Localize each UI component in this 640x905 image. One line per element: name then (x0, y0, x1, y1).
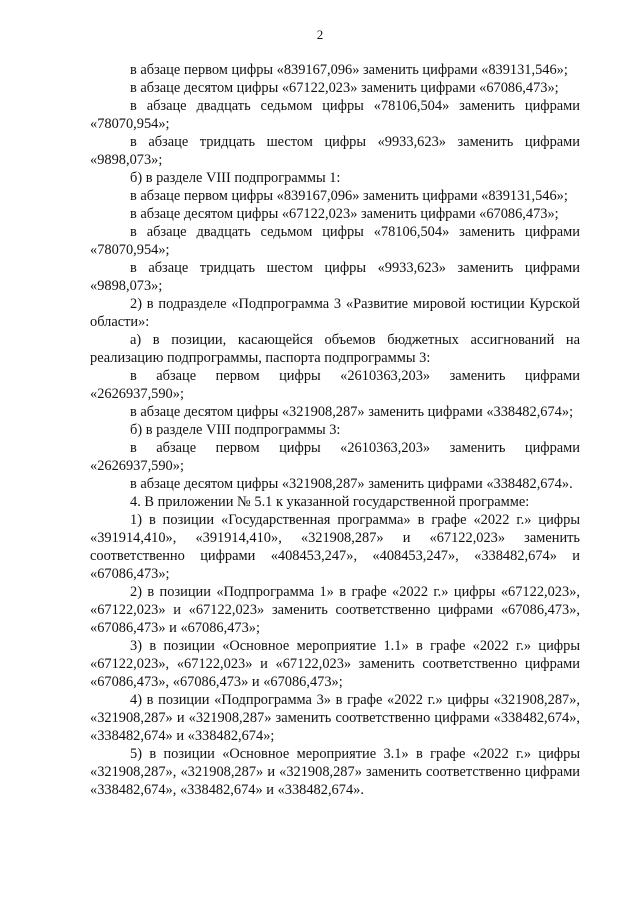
paragraph: в абзаце тридцать шестом цифры «9933,623» заменить цифрами «9898,073»; (90, 260, 580, 294)
paragraph: б) в разделе VIII подпрограммы 1: (130, 170, 341, 186)
paragraph: 4) в позиции «Подпрограмма 3» в графе «2022 г.» цифры «321908,287», «321908,287» и «321908,287» заменить соответственно цифрами «338482,674», «338482,674» и «338482,674»; (90, 692, 580, 744)
paragraph: 2) в подразделе «Подпрограмма 3 «Развитие мировой юстиции Курской области»: (90, 296, 580, 330)
paragraph: в абзаце первом цифры «2610363,203» заменить цифрами «2626937,590»; (90, 440, 580, 474)
paragraph: в абзаце десятом цифры «321908,287» заменить цифрами «338482,674»; (130, 404, 574, 420)
paragraph: 3) в позиции «Основное мероприятие 1.1» в графе «2022 г.» цифры «67122,023», «67122,023» и «67122,023» заменить соответственно цифрами «67086,473», «67086,473» и «67086,473»; (90, 638, 580, 690)
paragraph: в абзаце двадцать седьмом цифры «78106,504» заменить цифрами «78070,954»; (90, 98, 580, 132)
paragraph: в абзаце десятом цифры «67122,023» заменить цифрами «67086,473»; (130, 80, 559, 96)
paragraph: 2) в позиции «Подпрограмма 1» в графе «2022 г.» цифры «67122,023», «67122,023» и «67122,023» заменить соответственно цифрами «67086,473», «67086,473» и «67086,473»; (90, 584, 580, 636)
paragraph: в абзаце первом цифры «2610363,203» заменить цифрами «2626937,590»; (90, 368, 580, 402)
paragraph: в абзаце первом цифры «839167,096» заменить цифрами «839131,546»; (130, 188, 568, 204)
page-number: 2 (316, 27, 324, 42)
paragraph: 5) в позиции «Основное мероприятие 3.1» в графе «2022 г.» цифры «321908,287», «321908,287» и «321908,287» заменить соответственно цифрами «338482,674», «338482,674» и «338482,674». (90, 746, 580, 798)
paragraph: в абзаце двадцать седьмом цифры «78106,504» заменить цифрами «78070,954»; (90, 224, 580, 258)
document-body (90, 61, 580, 799)
paragraph: в абзаце первом цифры «839167,096» заменить цифрами «839131,546»; (130, 62, 568, 78)
paragraph: а) в позиции, касающейся объемов бюджетных ассигнований на реализацию подпрограммы, паспорта подпрограммы 3: (90, 332, 580, 366)
paragraph: б) в разделе VIII подпрограммы 3: (130, 422, 341, 438)
paragraph: в абзаце тридцать шестом цифры «9933,623» заменить цифрами «9898,073»; (90, 134, 580, 168)
paragraph: в абзаце десятом цифры «67122,023» заменить цифрами «67086,473»; (130, 206, 559, 222)
paragraph: 4. В приложении № 5.1 к указанной государственной программе: (130, 494, 530, 510)
paragraph: 1) в позиции «Государственная программа» в графе «2022 г.» цифры «391914,410», «391914,410», «321908,287» и «67122,023» заменить соответственно цифрами «408453,247», «408453,247», «338482,674» и «67086,473»; (90, 512, 580, 582)
paragraph: в абзаце десятом цифры «321908,287» заменить цифрами «338482,674». (130, 476, 573, 492)
